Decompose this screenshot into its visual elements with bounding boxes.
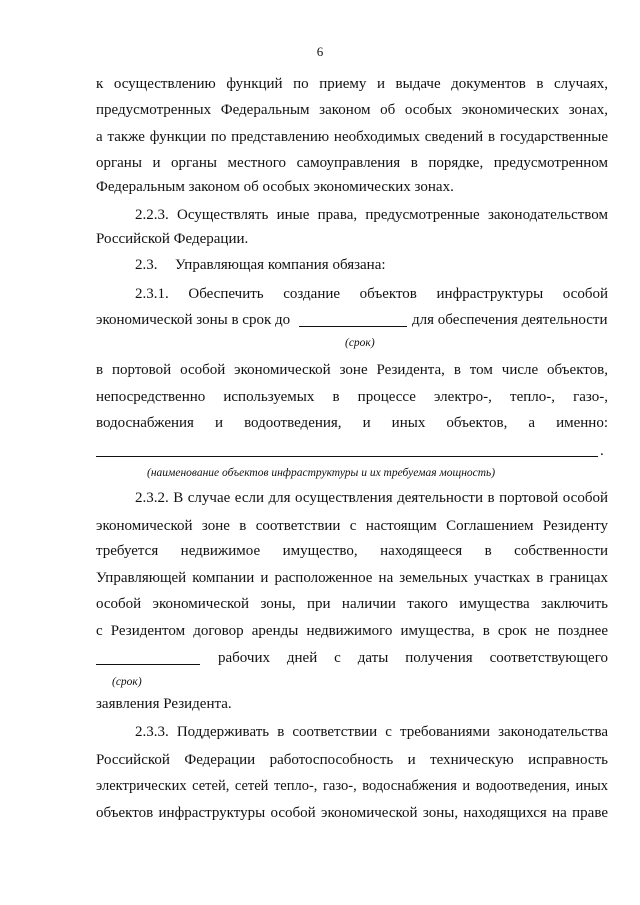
section-heading: Управляющая компания обязана: (175, 257, 386, 273)
paragraph-2-3-1: 2.3.1. Обеспечить создание объектов инфраструктуры особой (135, 286, 608, 302)
page-number: 6 (316, 44, 324, 59)
text-line: в портовой особой экономической зоне Резидента, в том числе объектов, (96, 362, 608, 378)
text-line: для обеспечения деятельности (412, 312, 608, 328)
text-line: экономической зоны в срок до (96, 312, 291, 328)
section-number: 2.3. (135, 257, 158, 273)
text-line: органы и органы местного самоуправления в порядке, предусмотренном (96, 155, 608, 171)
text-line: предусмотренных Федеральным законом об особых экономических зонах, (96, 102, 608, 118)
text-line: объектов инфраструктуры особой экономической зоны, находящихся на праве (96, 805, 608, 821)
text-line: к осуществлению функций по приему и выдаче документов в случаях, (96, 76, 608, 92)
text-line: Российской Федерации. (96, 231, 249, 247)
text-line: Российской Федерации работоспособность и техническую исправность (96, 752, 608, 768)
infrastructure-blank (96, 456, 598, 457)
note-infrastructure: (наименование объектов инфраструктуры и их требуемая мощность) (147, 467, 496, 479)
text-line: Федеральным законом об особых экономических зонах. (96, 179, 454, 195)
term-blank (96, 650, 200, 665)
text-line: электрических сетей, сетей тепло-, газо-, водоснабжения и водоотведения, иных (96, 778, 608, 794)
text-line: а также функции по представлению необходимых сведений в государственные (96, 129, 608, 145)
text-line: водоснабжения и водоотведения, и иных объектов, а именно: (96, 415, 608, 431)
note-srok: (срок) (112, 676, 142, 688)
text-line: требуется недвижимое имущество, находящееся в собственности (96, 543, 608, 559)
text-line: с Резидентом договор аренды недвижимого имущества, в срок не позднее (96, 623, 608, 639)
text-line: заявления Резидента. (96, 696, 232, 712)
line-end-dot: . (600, 443, 604, 459)
text-line: особой экономической зоны, при наличии такого имущества заключить (96, 596, 608, 612)
text-line: экономической зоне в соответствии с настоящим Соглашением Резиденту (96, 518, 608, 534)
paragraph-2-2-3: 2.2.3. Осуществлять иные права, предусмотренные законодательством (135, 207, 608, 223)
text-line: рабочих дней с даты получения соответствующего (218, 650, 608, 666)
note-srok: (срок) (345, 337, 375, 349)
paragraph-2-3-3: 2.3.3. Поддерживать в соответствии с требованиями законодательства (135, 724, 608, 740)
text-line: Управляющей компании и расположенное на земельных участках в границах (96, 570, 608, 586)
text-line: непосредственно используемых в процессе электро-, тепло-, газо-, (96, 389, 608, 405)
paragraph-2-3-2: 2.3.2. В случае если для осуществления деятельности в портовой особой (135, 490, 608, 506)
term-blank (299, 312, 407, 327)
